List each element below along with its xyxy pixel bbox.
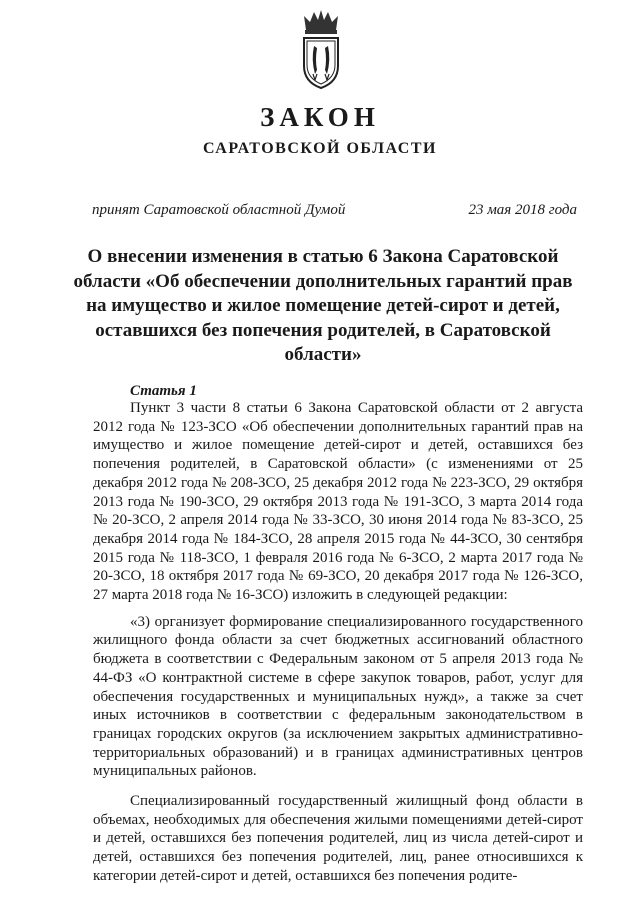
document-subtitle: САРАТОВСКОЙ ОБЛАСТИ: [203, 140, 437, 157]
document-title: ЗАКОН: [260, 102, 380, 132]
article-label: Статья 1: [130, 383, 197, 399]
adoption-date: 23 мая 2018 года: [468, 202, 577, 218]
article-paragraph: Специализированный государственный жилищный фонд области в объемах, необходимых для обеспечения жилыми помещениями детей-сирот и детей, оставшихся без попечения родителей, лиц из числа детей-сирот и детей, оставшихся без попечения родителей, лиц, ранее относившихся к категории детей-сирот и детей, оставшихся без попечения родите-: [93, 793, 583, 884]
article-body: [93, 399, 583, 886]
adopted-by-text: принят Саратовской областной Думой: [92, 202, 346, 218]
law-heading: О внесении изменения в статью 6 Закона Саратовской области «Об обеспечении дополнительных гарантий прав на имущество и жилое помещение детей-сирот и детей, оставшихся без попечения родителей, в Саратовской области»: [73, 246, 573, 365]
article-paragraph: «3) организует формирование специализированного государственного жилищного фонда области за счет бюджетных ассигнований областного бюджета в соответствии с Федеральным законом от 5 апреля 2013 года № 44-ФЗ «О контрактной системе в сфере закупок товаров, работ, услуг для обеспечения государственных и муниципальных нужд», а также за счет иных источников в соответствии с федеральным законодательством в границах городских округов (за исключением закрытых административно-территориальных образований) и в границах административных центров муниципальных районов.: [93, 613, 583, 780]
saratov-coat-of-arms-icon: [300, 8, 342, 90]
article-paragraph: Пункт 3 части 8 статьи 6 Закона Саратовской области от 2 августа 2012 года № 123-ЗСО «Об обеспечении дополнительных гарантий прав на имущество и жилое помещение детей-сирот и детей, оставшихся без попечения родителей, в Саратовской области» (с изменениями от 25 декабря 2012 года № 208-ЗСО, 25 декабря 2012 года № 223-ЗСО, 29 октября 2013 года № 190-ЗСО, 29 октября 2013 года № 191-ЗСО, 3 марта 2014 года № 20-ЗСО, 2 апреля 2014 года № 33-ЗСО, 30 июня 2014 года № 83-ЗСО, 25 декабря 2014 года № 184-ЗСО, 28 апреля 2015 года № 44-ЗСО, 30 сентября 2015 года № 118-ЗСО, 1 февраля 2016 года № 6-ЗСО, 2 марта 2017 года № 20-ЗСО, 18 октября 2017 года № 69-ЗСО, 20 декабря 2017 года № 126-ЗСО, 27 марта 2018 года № 16-ЗСО) изложить в следующей редакции:: [93, 400, 583, 604]
